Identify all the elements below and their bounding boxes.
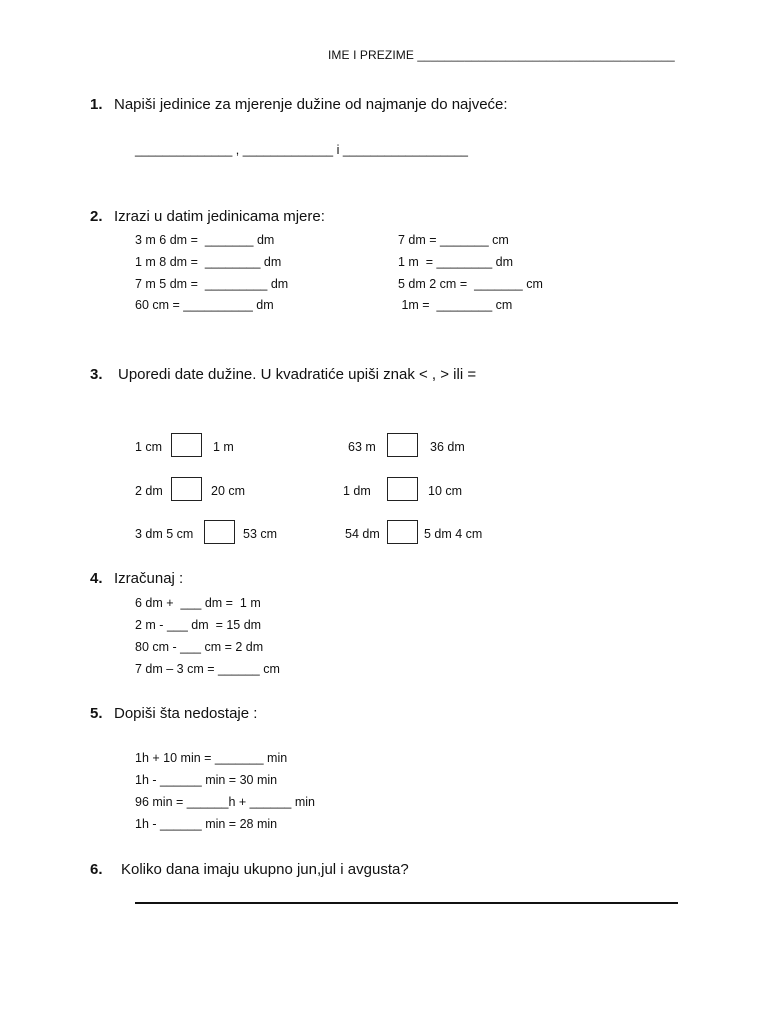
compare-left-value: 3 dm 5 cm — [135, 527, 194, 541]
question-6-text: Koliko dana imaju ukupno jun,jul i avgusta? — [121, 861, 409, 878]
question-4-text: Izračunaj : — [114, 570, 184, 587]
question-1-text: Napiši jedinice za mjerenje dužine od najmanje do najveće: — [114, 96, 508, 113]
answer-line — [135, 902, 678, 904]
question-6-number: 6. — [90, 861, 103, 878]
compare-answer-box[interactable] — [171, 477, 202, 501]
question-4-number: 4. — [90, 570, 103, 587]
q5-line: 1h + 10 min = _______ min — [135, 751, 288, 765]
question-1-number: 1. — [90, 96, 103, 113]
compare-left-value: 1 dm — [343, 484, 371, 498]
q5-line: 1h - ______ min = 30 min — [135, 773, 278, 787]
compare-right-value: 1 m — [213, 440, 234, 454]
q2-right-item: 7 dm = _______ cm — [398, 233, 509, 247]
q2-left-item: 1 m 8 dm = ________ dm — [135, 255, 282, 269]
compare-answer-box[interactable] — [387, 477, 418, 501]
compare-answer-box[interactable] — [204, 520, 235, 544]
question-1-answer-line: ______________ , _____________ i __________________ — [135, 143, 468, 157]
name-surname-field: IME I PREZIME ______________________________________ — [328, 48, 675, 62]
compare-right-value: 20 cm — [211, 484, 246, 498]
compare-answer-box[interactable] — [171, 433, 202, 457]
compare-left-value: 54 dm — [345, 527, 380, 541]
compare-right-value: 5 dm 4 cm — [424, 527, 483, 541]
q5-line: 96 min = ______h + ______ min — [135, 795, 315, 809]
q2-right-item: 1m = ________ cm — [398, 298, 513, 312]
question-2-number: 2. — [90, 208, 103, 225]
compare-answer-box[interactable] — [387, 433, 418, 457]
q2-left-item: 3 m 6 dm = _______ dm — [135, 233, 275, 247]
compare-left-value: 2 dm — [135, 484, 163, 498]
q4-line: 2 m - ___ dm = 15 dm — [135, 618, 262, 632]
compare-right-value: 10 cm — [428, 484, 463, 498]
question-5-number: 5. — [90, 705, 103, 722]
q4-line: 80 cm - ___ cm = 2 dm — [135, 640, 264, 654]
compare-answer-box[interactable] — [387, 520, 418, 544]
question-3-text: Uporedi date dužine. U kvadratiće upiši znak < , > ili = — [118, 366, 477, 383]
q2-right-item: 5 dm 2 cm = _______ cm — [398, 277, 543, 291]
compare-right-value: 36 dm — [430, 440, 465, 454]
q4-line: 7 dm – 3 cm = ______ cm — [135, 662, 280, 676]
compare-left-value: 63 m — [348, 440, 376, 454]
compare-right-value: 53 cm — [243, 527, 278, 541]
q2-left-item: 7 m 5 dm = _________ dm — [135, 277, 289, 291]
question-3-number: 3. — [90, 366, 103, 383]
question-5-text: Dopiši šta nedostaje : — [114, 705, 258, 722]
compare-left-value: 1 cm — [135, 440, 163, 454]
q4-line: 6 dm + ___ dm = 1 m — [135, 596, 261, 610]
q2-left-item: 60 cm = __________ dm — [135, 298, 274, 312]
question-2-text: Izrazi u datim jedinicama mjere: — [114, 208, 325, 225]
q5-line: 1h - ______ min = 28 min — [135, 817, 278, 831]
q2-right-item: 1 m = ________ dm — [398, 255, 514, 269]
